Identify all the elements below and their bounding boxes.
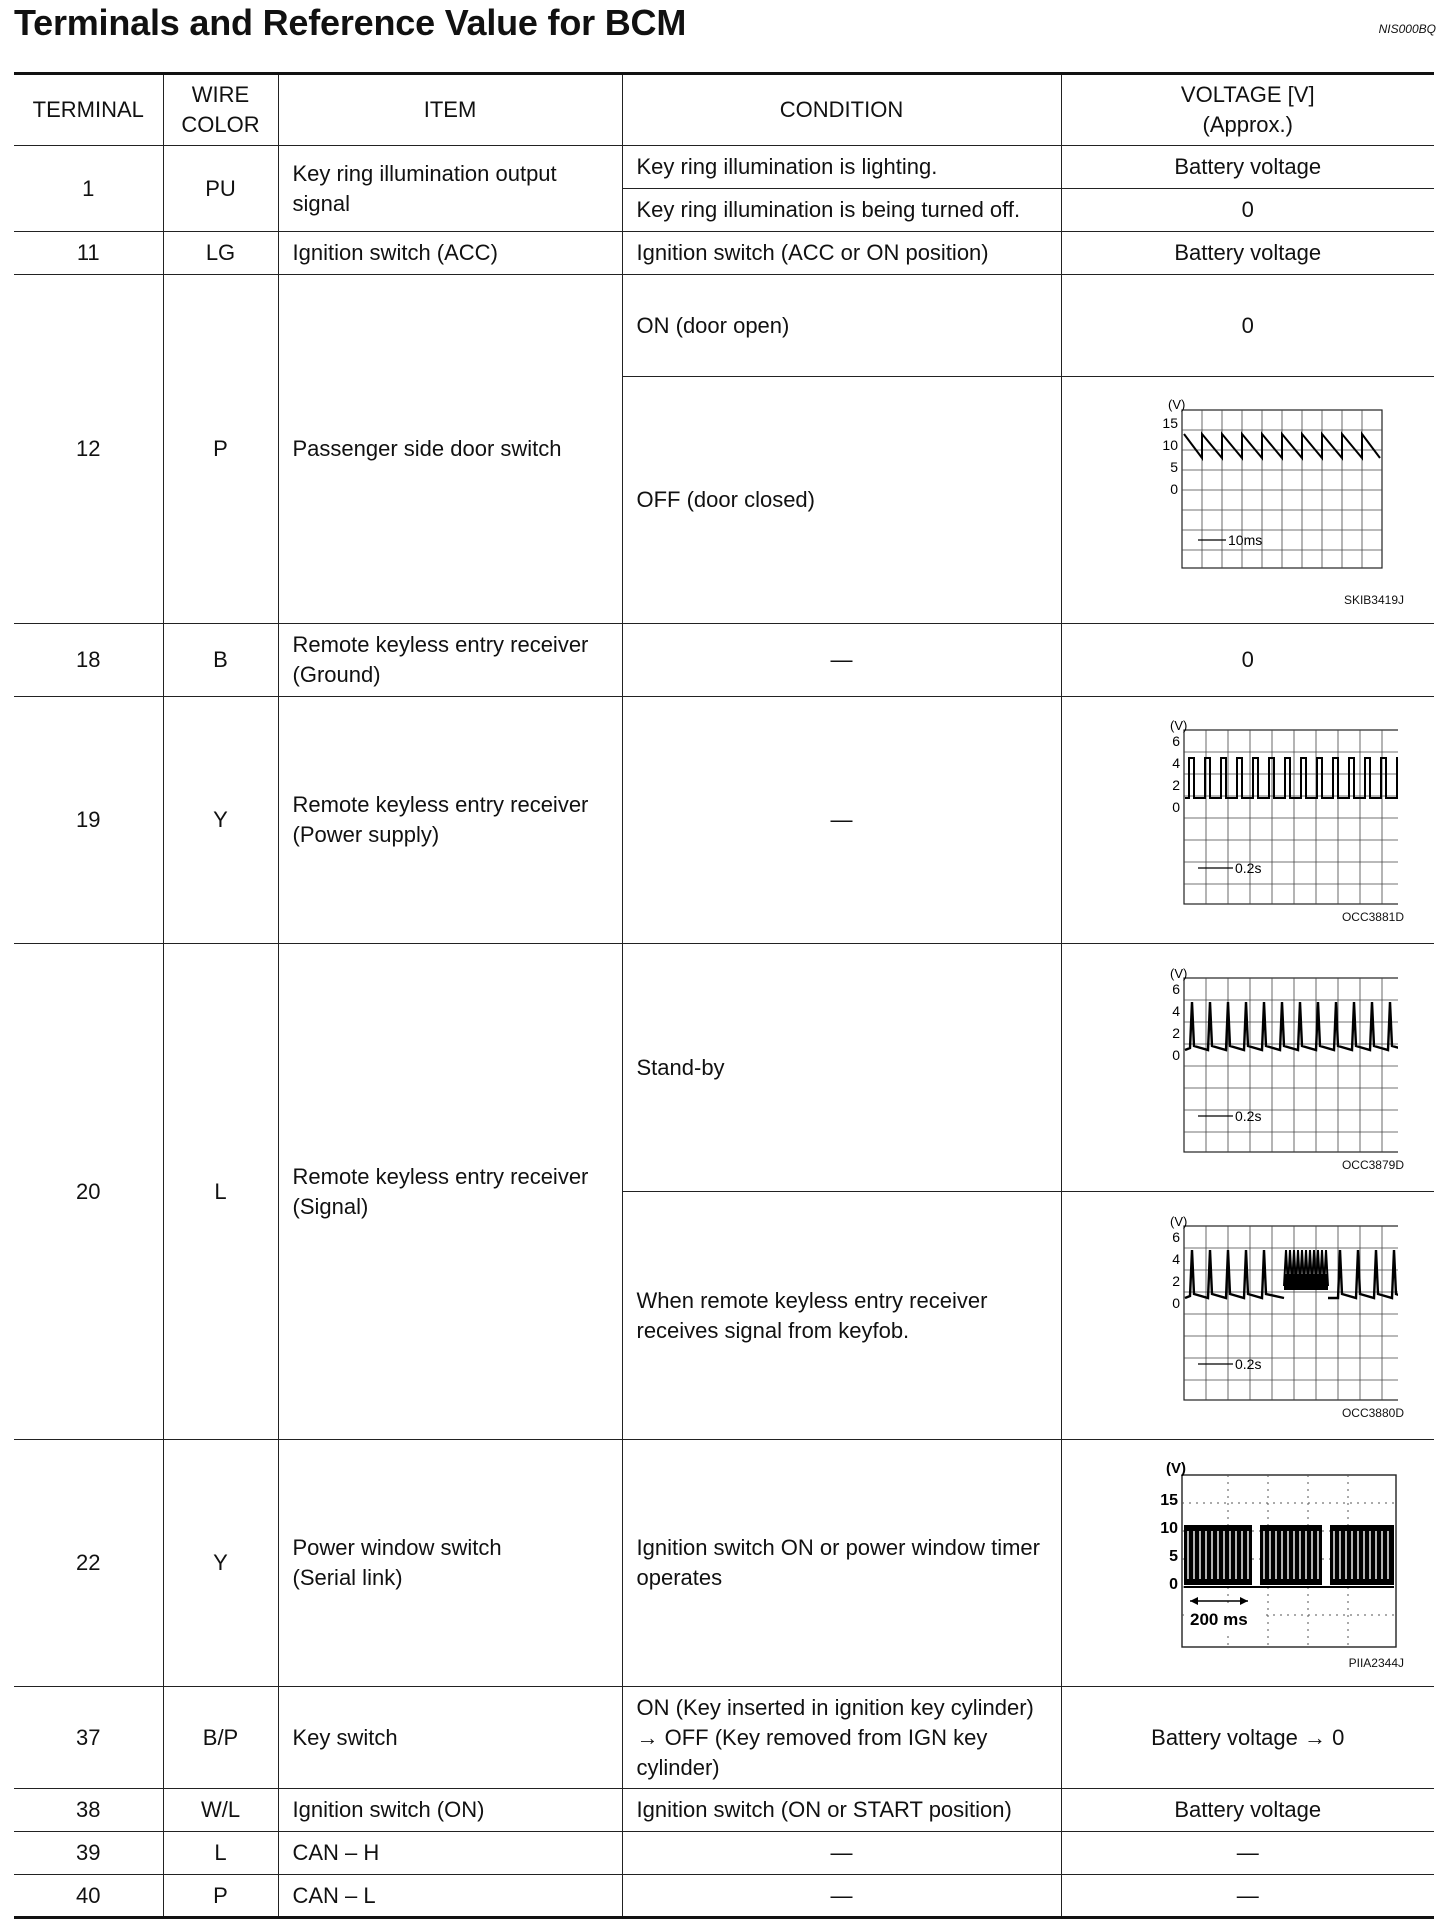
wire-color-cell: B bbox=[163, 624, 278, 697]
condition-cell: — bbox=[622, 1832, 1061, 1875]
waveform-y-tick: 10 bbox=[1159, 1519, 1178, 1537]
item-cell: Power window switch (Serial link) bbox=[278, 1440, 622, 1687]
waveform-y-tick: 0 bbox=[1171, 799, 1180, 815]
waveform-unit-label: (V) bbox=[1165, 1459, 1186, 1477]
terminal-cell: 37 bbox=[14, 1687, 163, 1789]
condition-cell: — bbox=[622, 697, 1061, 944]
voltage-cell: 0 bbox=[1061, 275, 1434, 377]
header-condition: CONDITION bbox=[622, 74, 1061, 146]
waveform-y-tick: 0 bbox=[1169, 480, 1178, 497]
condition-cell: — bbox=[622, 1875, 1061, 1918]
terminal-cell: 18 bbox=[14, 624, 163, 697]
waveform-y-tick: 4 bbox=[1171, 755, 1180, 771]
table-row bbox=[14, 232, 1434, 275]
waveform-unit-label: (V) bbox=[1169, 965, 1188, 981]
waveform-code: SKIB3419J bbox=[1343, 592, 1404, 607]
item-cell: Ignition switch (ON) bbox=[278, 1789, 622, 1832]
waveform-y-tick: 5 bbox=[1168, 1547, 1178, 1565]
terminal-cell: 40 bbox=[14, 1875, 163, 1918]
condition-cell: OFF (door closed) bbox=[622, 377, 1061, 624]
wire-color-cell: W/L bbox=[163, 1789, 278, 1832]
item-cell: Remote keyless entry receiver (Ground) bbox=[278, 624, 622, 697]
wire-color-cell: Y bbox=[163, 697, 278, 944]
waveform-rke-power bbox=[1098, 718, 1398, 908]
header-voltage: VOLTAGE [V] (Approx.) bbox=[1061, 74, 1434, 146]
terminal-cell: 11 bbox=[14, 232, 163, 275]
waveform-unit-label: (V) bbox=[1169, 1213, 1188, 1229]
condition-cell: Ignition switch ON or power window timer operates bbox=[622, 1440, 1061, 1687]
condition-cell: When remote keyless entry receiver receives signal from keyfob. bbox=[622, 1192, 1061, 1440]
voltage-waveform-cell bbox=[1061, 1192, 1434, 1440]
table-row bbox=[14, 1440, 1434, 1687]
voltage-waveform-cell bbox=[1061, 1440, 1434, 1687]
item-cell: Key switch bbox=[278, 1687, 622, 1789]
waveform-y-tick: 2 bbox=[1171, 777, 1180, 793]
waveform-y-tick: 5 bbox=[1169, 458, 1178, 475]
waveform-timebase: 10ms bbox=[1227, 531, 1262, 548]
condition-cell: ON (door open) bbox=[622, 275, 1061, 377]
condition-cell: — bbox=[622, 624, 1061, 697]
waveform-y-tick: 0 bbox=[1168, 1575, 1178, 1593]
voltage-cell: Battery voltage bbox=[1061, 1789, 1434, 1832]
condition-cell: Stand-by bbox=[622, 944, 1061, 1192]
waveform-door-off bbox=[1098, 396, 1398, 591]
header-terminal: TERMINAL bbox=[14, 74, 163, 146]
waveform-y-tick: 2 bbox=[1171, 1024, 1180, 1041]
wire-color-cell: LG bbox=[163, 232, 278, 275]
terminal-cell: 38 bbox=[14, 1789, 163, 1832]
waveform-y-tick: 6 bbox=[1171, 733, 1180, 749]
voltage-cell: — bbox=[1061, 1875, 1434, 1918]
waveform-y-tick: 4 bbox=[1171, 1250, 1180, 1267]
voltage-cell: 0 bbox=[1061, 624, 1434, 697]
waveform-code: PIIA2344J bbox=[1348, 1655, 1404, 1670]
condition-cell: Ignition switch (ACC or ON position) bbox=[622, 232, 1061, 275]
terminal-cell: 12 bbox=[14, 275, 163, 624]
waveform-timebase: 0.2s bbox=[1234, 1355, 1262, 1372]
condition-cell: Key ring illumination is lighting. bbox=[622, 146, 1061, 189]
item-cell: Passenger side door switch bbox=[278, 275, 622, 624]
wire-color-cell: L bbox=[163, 944, 278, 1440]
reference-code: NIS000BQ bbox=[1378, 22, 1436, 36]
item-cell: Key ring illumination output signal bbox=[278, 146, 622, 232]
waveform-y-tick: 6 bbox=[1171, 1228, 1180, 1245]
waveform-rke-receive bbox=[1098, 1214, 1398, 1404]
item-cell: CAN – L bbox=[278, 1875, 622, 1918]
waveform-code: OCC3880D bbox=[1341, 1405, 1404, 1420]
waveform-y-tick: 0 bbox=[1171, 1046, 1180, 1063]
waveform-code: OCC3881D bbox=[1341, 910, 1404, 924]
voltage-waveform-cell bbox=[1061, 944, 1434, 1192]
waveform-y-tick: 15 bbox=[1162, 414, 1178, 431]
terminal-reference-table bbox=[14, 72, 1434, 1919]
wire-color-cell: L bbox=[163, 1832, 278, 1875]
voltage-cell: 0 bbox=[1061, 189, 1434, 232]
table-row bbox=[14, 1687, 1434, 1789]
voltage-waveform-cell bbox=[1061, 697, 1434, 944]
terminal-cell: 19 bbox=[14, 697, 163, 944]
waveform-y-tick: 15 bbox=[1159, 1491, 1178, 1509]
waveform-timebase: 0.2s bbox=[1234, 860, 1262, 876]
condition-cell: ON (Key inserted in ignition key cylinder) → OFF (Key removed from IGN key cylinder) bbox=[622, 1687, 1061, 1789]
header-wire-color: WIRE COLOR bbox=[163, 74, 278, 146]
waveform-y-tick: 10 bbox=[1162, 436, 1178, 453]
waveform-timebase: 200 ms bbox=[1189, 1609, 1248, 1629]
voltage-cell: Battery voltage → 0 bbox=[1061, 1687, 1434, 1789]
item-cell: Remote keyless entry receiver (Power supply) bbox=[278, 697, 622, 944]
item-cell: CAN – H bbox=[278, 1832, 622, 1875]
wire-color-cell: P bbox=[163, 1875, 278, 1918]
waveform-timebase: 0.2s bbox=[1234, 1107, 1262, 1124]
table-row bbox=[14, 1875, 1434, 1918]
voltage-cell: Battery voltage bbox=[1061, 232, 1434, 275]
wire-color-cell: Y bbox=[163, 1440, 278, 1687]
wire-color-cell: B/P bbox=[163, 1687, 278, 1789]
table-row bbox=[14, 1832, 1434, 1875]
table-header-row bbox=[14, 74, 1434, 146]
condition-cell: Ignition switch (ON or START position) bbox=[622, 1789, 1061, 1832]
voltage-waveform-cell bbox=[1061, 377, 1434, 624]
terminal-cell: 22 bbox=[14, 1440, 163, 1687]
table-row bbox=[14, 275, 1434, 377]
waveform-y-tick: 0 bbox=[1171, 1294, 1180, 1311]
wire-color-cell: P bbox=[163, 275, 278, 624]
waveform-unit-label: (V) bbox=[1169, 718, 1188, 733]
item-cell: Remote keyless entry receiver (Signal) bbox=[278, 944, 622, 1440]
table-row bbox=[14, 1789, 1434, 1832]
waveform-y-tick: 6 bbox=[1171, 980, 1180, 997]
waveform-y-tick: 2 bbox=[1171, 1272, 1180, 1289]
item-cell: Ignition switch (ACC) bbox=[278, 232, 622, 275]
waveform-pw-serial bbox=[1098, 1459, 1398, 1654]
waveform-y-tick: 4 bbox=[1171, 1002, 1180, 1019]
voltage-cell: Battery voltage bbox=[1061, 146, 1434, 189]
waveform-unit-label: (V) bbox=[1167, 396, 1186, 412]
waveform-rke-standby bbox=[1098, 966, 1398, 1156]
terminal-cell: 20 bbox=[14, 944, 163, 1440]
table-row bbox=[14, 697, 1434, 944]
table-row bbox=[14, 146, 1434, 189]
waveform-code: OCC3879D bbox=[1341, 1157, 1404, 1172]
condition-cell: Key ring illumination is being turned off. bbox=[622, 189, 1061, 232]
wire-color-cell: PU bbox=[163, 146, 278, 232]
page-title: Terminals and Reference Value for BCM bbox=[14, 2, 687, 43]
table-row bbox=[14, 624, 1434, 697]
terminal-cell: 39 bbox=[14, 1832, 163, 1875]
terminal-cell: 1 bbox=[14, 146, 163, 232]
voltage-cell: — bbox=[1061, 1832, 1434, 1875]
header-item: ITEM bbox=[278, 74, 622, 146]
table-row bbox=[14, 944, 1434, 1192]
